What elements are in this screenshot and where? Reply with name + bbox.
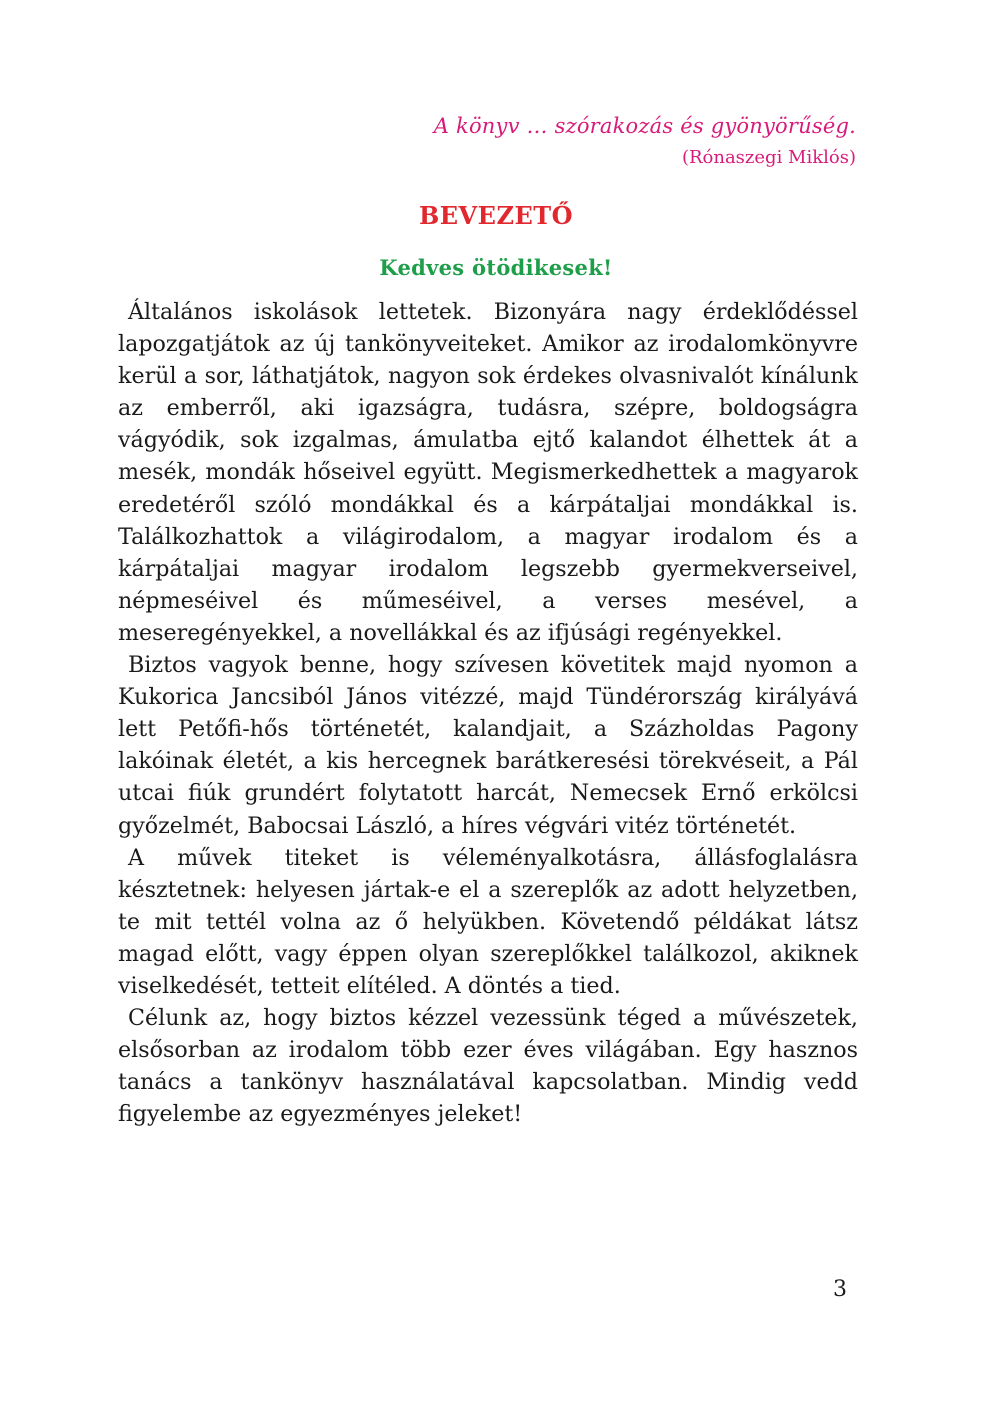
epigraph-author: (Rónaszegi Miklós) [681,147,856,168]
paragraph-1: Általános iskolások lettetek. Bizonyára nagy érdeklődéssel lapozgatjátok az új tankönyveiteket. Amikor az irodalomkönyvre kerül a sor, láthatjátok, nagyon sok érdekes olvasnivalót kínálunk az emberről, aki igazságra, tudásra, szépre, boldogságra vágyódik, sok izgalmas, ámulatba ejtő kalandot élhettek át a mesék, mondák hőseivel együtt. Megismerkedhettek a magyarok eredetéről szóló mondákkal és a kárpátaljai mondákkal is. Találkozhattok a világirodalom, a magyar irodalom és a kárpátaljai magyar irodalom legszebb gyermekverseivel, népmeséivel és műmeséivel, a verses mesével, a meseregényekkel, a novellákkal és az ifjúsági regényekkel. [118,299,858,646]
body-text [118,296,858,1130]
epigraph [434,110,856,174]
paragraph-2: Biztos vagyok benne, hogy szívesen követitek majd nyomon a Kukorica Jancsiból János vitézzé, majd Tündérország királyává lett Petőfi-hős történetét, kalandjait, a Százholdas Pagony lakóinak életét, a kis hercegnek barátkeresési törekvéseit, a Pál utcai fiúk grundért folytatott harcát, Nemecsek Ernő erkölcsi győzelmét, Babocsai László, a híres végvári vitéz történetét. [118,652,858,839]
chapter-title: BEVEZETŐ [418,201,574,230]
chapter-subtitle: Kedves ötödikesek! [379,255,613,280]
paragraph-4: Célunk az, hogy biztos kézzel vezessünk téged a művészetek, elsősorban az irodalom több ezer éves világában. Egy hasznos tanács a tankönyv használatával kapcsolatban. Mindig vedd figyelembe az egyezményes jeleket! [118,1005,858,1128]
epigraph-quote: A könyv … szórakozás és gyönyörűség. [433,114,856,138]
paragraph-3: A művek titeket is véleményalkotásra, állásfoglalásra késztetnek: helyesen jártak-e el a szereplők az adott helyzetben, te mit tettél volna az ő helyükben. Követendő példákat látsz magad előtt, vagy éppen olyan szereplőkkel találkozol, akiknek viselkedését, tetteit elítéled. A döntés a tied. [118,844,858,999]
page-number: 3 [833,1277,847,1302]
